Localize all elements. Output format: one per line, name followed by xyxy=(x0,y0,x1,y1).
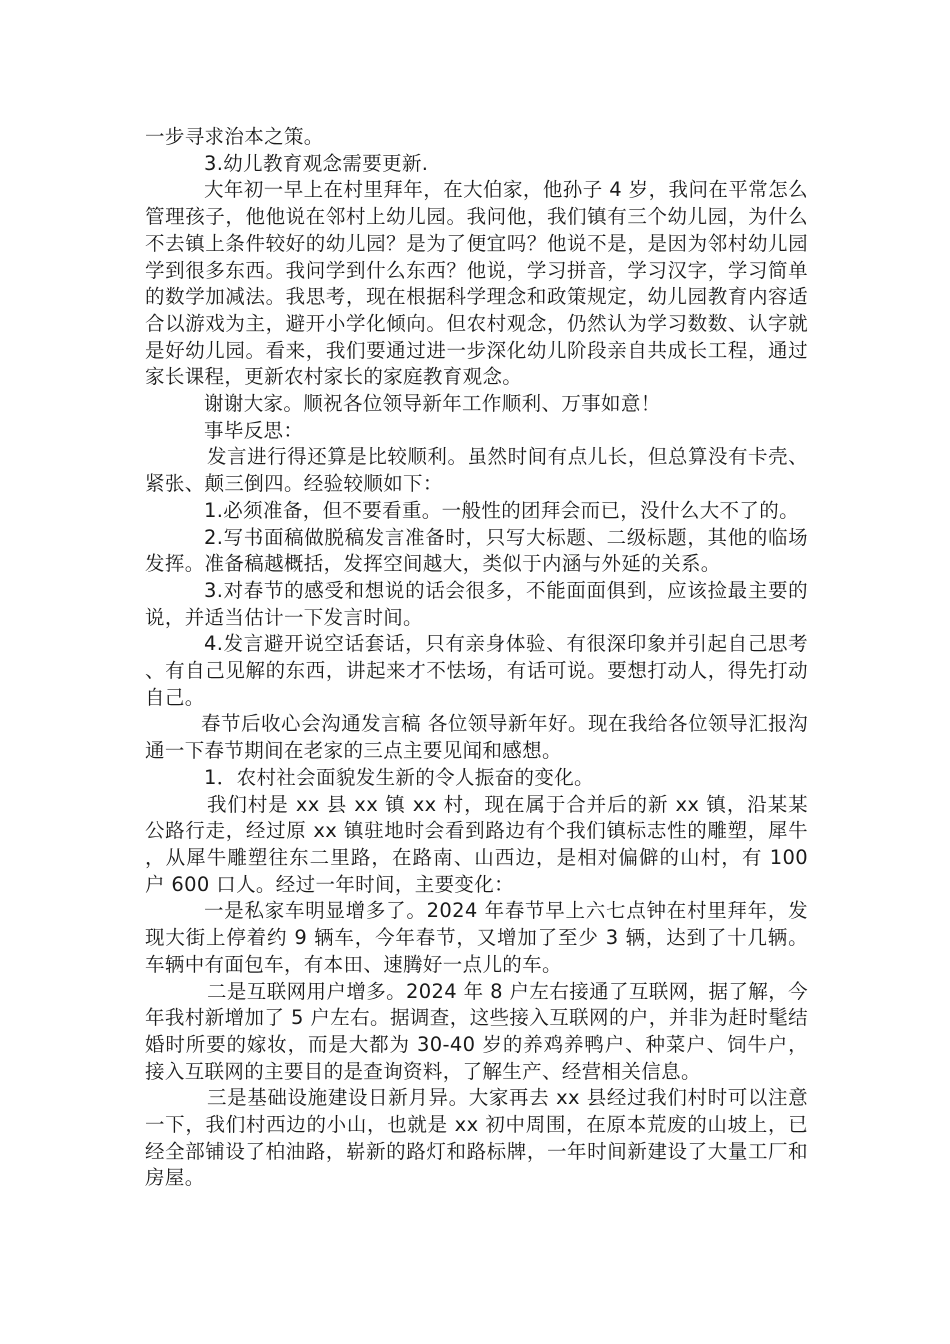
paragraph-speech-intro: 春节后收心会沟通发言稿 各位领导新年好。现在我给各位领导汇报沟通一下春节期间在老家的三点主要见闻和感想。 xyxy=(145,712,808,763)
reflection-item-4: 4.发言避开说空话套话，只有亲身体验、有很深印象并引起自己思考、有自己见解的东西，讲起来才不怯场，有话可说。要想打动人，得先打动自己。 xyxy=(145,632,808,709)
paragraph-thanks: 谢谢大家。顺祝各位领导新年工作顺利、万事如意！ xyxy=(204,392,661,416)
reflection-item-1: 1.必须准备，但不要看重。一般性的团拜会而已，没什么大不了的。 xyxy=(204,498,799,522)
reflection-item-3: 3.对春节的感受和想说的话会很多，不能面面俱到，应该捡最主要的说，并适当估计一下发言时间。 xyxy=(145,578,808,629)
document-body xyxy=(145,124,808,1192)
section-heading-1: 1．农村社会面貌发生新的令人振奋的变化。 xyxy=(204,765,594,789)
paragraph-reflection-intro: 发言进行得还算是比较顺利。虽然时间有点儿长，但总算没有卡壳、紧张、颠三倒四。经验较顺如下： xyxy=(145,445,808,496)
paragraph-village: 我们村是 xx 县 xx 镇 xx 村，现在属于合并后的新 xx 镇，沿某某公路行走，经过原 xx 镇驻地时会看到路边有个我们镇标志性的雕塑，犀牛，从犀牛雕塑往东二里路，在路南、山西边，是相对偏僻的山村，有 100 户 600 口人。经过一年时间，主要变化： xyxy=(145,792,808,896)
paragraph-kindergarten: 大年初一早上在村里拜年，在大伯家，他孙子 4 岁，我问在平常怎么管理孩子，他他说在邻村上幼儿园。我问他，我们镇有三个幼儿园，为什么不去镇上条件较好的幼儿园？是为了便宜吗？他说不是，是因为邻村幼儿园学到很多东西。我问学到什么东西？他说，学习拼音，学习汉字，学习简单的数学加减法。我思考，现在根据科学理念和政策规定，幼儿园教育内容适合以游戏为主，避开小学化倾向。但农村观念，仍然认为学习数数、认字就是好幼儿园。看来，我们要通过进一步深化幼儿阶段亲自共成长工程，通过家长课程，更新农村家长的家庭教育观念。 xyxy=(145,178,808,389)
paragraph-cars: 一是私家车明显增多了。2024 年春节早上六七点钟在村里拜年，发现大街上停着约 9 辆车，今年春节，又增加了至少 3 辆，达到了十几辆。车辆中有面包车，有本田、速腾好一点儿的车。 xyxy=(145,899,808,976)
reflection-heading: 事毕反思： xyxy=(204,418,304,442)
paragraph-internet: 二是互联网用户增多。2024 年 8 户左右接通了互联网，据了解，今年我村新增加了 5 户左右。据调查，这些接入互联网的户，并非为赶时髦结婚时所要的嫁妆，而是大都为 30-40 岁的养鸡养鸭户、种菜户、饲牛户，接入互联网的主要目的是查询资料，了解生产、经营相关信息。 xyxy=(145,979,808,1083)
paragraph-1: 一步寻求治本之策。 xyxy=(145,125,324,148)
paragraph-infrastructure: 三是基础设施建设日新月异。大家再去 xx 县经过我们村时可以注意一下，我们村西边的小山，也就是 xx 初中周围，在原本荒废的山坡上，已经全部铺设了柏油路，崭新的路灯和路标牌，一年时间新建设了大量工厂和房屋。 xyxy=(145,1086,808,1190)
section-heading-3: 3.幼儿教育观念需要更新. xyxy=(204,151,429,175)
reflection-item-2: 2.写书面稿做脱稿发言准备时，只写大标题、二级标题，其他的临场发挥。准备稿越概括，发挥空间越大，类似于内涵与外延的关系。 xyxy=(145,525,808,576)
